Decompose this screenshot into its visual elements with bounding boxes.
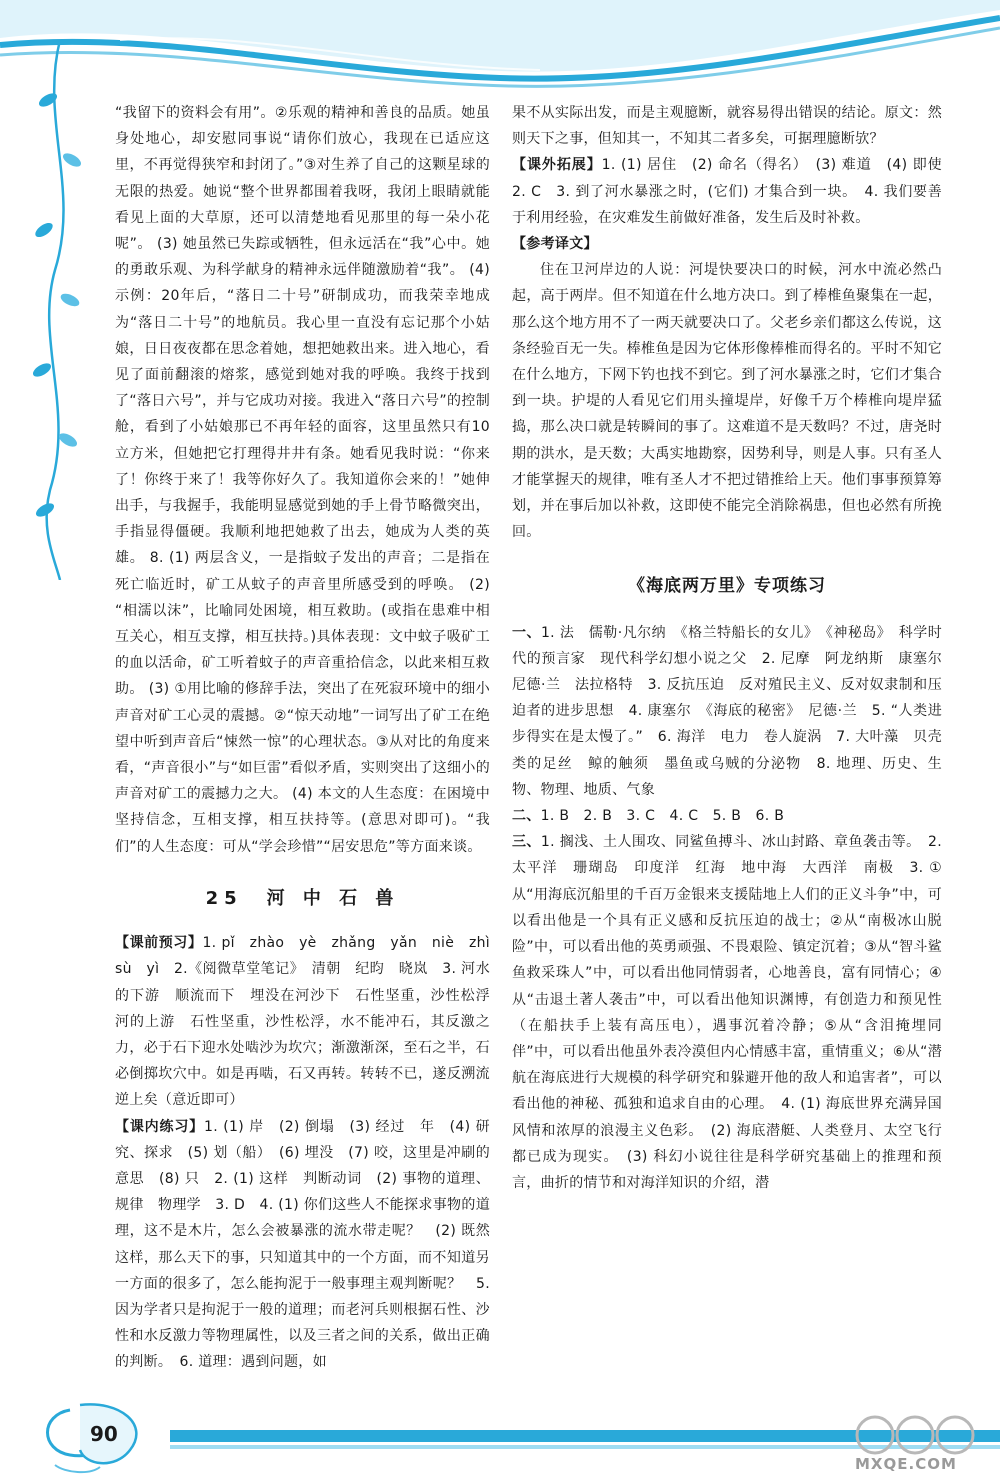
section-text: 1. (1) 岸 (2) 倒塌 (3) 经过 年 (4) 研究、探求 (5) 划（船） (6) 埋没 (7) 咬，这里是冲刷的意思 (8) 只 2. (1) 这样 判断动词 (2) 事物的道理、规律 物理学 3. D 4. (1) 你们这些人不能探求事物的道理，这不是木片，怎么会被暴涨的流水带走呢？ (2) 既然这样，那么天下的事，只知道其中的一个方面，而不知道另一方面的很多了，怎么能拘泥于一般事理主观判断呢？ 5. 因为学者只是拘泥于一般的道理；而老河兵则根据石性、沙性和水反激力等物理属性，以及三者之间的关系，做出正确的判断。 6. 道理：遇到问题，如: [115, 1118, 490, 1371]
translation-tag-line: [512, 231, 942, 257]
section-tag: 【课前预习】: [115, 935, 203, 952]
continued-answer: 果不从实际出发，而是主观臆断，就容易得出错误的结论。原文：然则天下之事，但知其一，不知其二者多矣，可据理臆断欤？: [512, 105, 942, 148]
special-item-2: [512, 803, 942, 829]
top-wave-decoration: [0, 0, 1000, 110]
special-practice-title: 《海底两万里》专项练习: [628, 576, 826, 597]
right-column: [512, 100, 957, 1196]
vine-decoration: [20, 40, 100, 580]
item-text: 1. B 2. B 3. C 4. C 5. B 6. B: [540, 808, 785, 825]
left-column: [115, 100, 505, 1376]
translation-text: 住在卫河岸边的人说：河堤快要决口的时候，河水中流必然凸起，高于两岸。但不知道在什么地方决口。到了棒椎鱼聚集在一起，那么这个地方用不了一两天就要决口了。父老乡亲们都这么传说，这条经验百无一失。棒椎鱼是因为它体形像棒椎而得名的。平时不知它在什么地方，下网下钓也找不到它。到了河水暴涨之时，它们才集合到一块。护堤的人看见它们用头撞堤岸，好像千万个棒椎向堤岸猛捣，那么决口就是转瞬间的事了。这难道不是天数吗？不过，唐尧时期的洪水，是天数；大禹实地勘察，因势利导，则是人事。只有圣人才能掌握天的规律，唯有圣人才不把过错推给上天。他们事事预算筹划，并在事后加以补救，这即使不能完全消除祸患，但也必然有所挽回。: [512, 262, 942, 541]
item-number: 二、: [512, 808, 541, 825]
watermark-url: MXQE.COM: [855, 1455, 957, 1473]
special-item-1: [512, 620, 957, 803]
section-tag: 【课内练习】: [115, 1118, 205, 1135]
item-number: 一、: [512, 624, 541, 641]
section-text: 1. pǐ zhào yè zhǎng yǎn niè zhì sù yì 2.《阅微草堂笔记》 清朝 纪昀 晓岚 3. 河水的下游 顺流而下 埋没在河沙下 石性坚重，沙性松浮 河的上游 石性坚重，沙性松浮，水不能冲石，其反激之力，必于石下迎水处啮沙为坎穴；渐激渐深，至石之半，石必倒掷坎穴中。如是再啮，石又再转。转转不已，遂反溯流逆上矣（意近即可）: [115, 935, 505, 1109]
special-item-3: [512, 829, 942, 1196]
answer-paragraph: “我留下的资料会有用”。②乐观的精神和善良的品质。她虽身处地心，却安慰同事说“请你们放心，我现在已适应这里，不再觉得狭窄和封闭了。”③对生养了自己的这颗星球的无限的热爱。她说“整个世界都围着我呀，我闭上眼睛就能看见上面的大草原，还可以清楚地看见那里的每一朵小花呢”。 (3) 她虽然已失踪或牺牲，但永远活在“我”心中。她的勇敢乐观、为科学献身的精神永远伴随激励着“我”。 (4) 示例：20年后，“落日二十号”研制成功，而我荣幸地成为“落日二十号”的地航员。我心里一直没有忘记那个小姑娘，日日夜夜都在思念着她，想把她救出来。进入地心，看见了面前翻滚的熔浆，感觉到她对我的呼唤。我终于找到了“落日六号”，并与它成功对接。我进入“落日六号”的控制舱，看到了小姑娘那已不再年轻的面容，这里虽然只有10立方米，但她把它打理得井井有条。她看见我时说：“你来了！你终于来了！我等你好久了。我知道你会来的！”她伸出手，与我握手，我能明显感觉到她的手上骨节略微突出，手指显得僵硬。我顺利地把她救了出去，她成为人类的英雄。 8. (1) 两层含义，一是指蚊子发出的声音；二是指在死亡临近时，矿工从蚊子的声音里所感受到的呼唤。 (2) “相濡以沫”，比喻同处困境，相互救助。(或指在患难中相互关心，相互支撑，相互扶持。)具体表现：文中蚊子吸矿工的血以活命，矿工听着蚊子的声音重拾信念，以此来相互救助。 (3) ①用比喻的修辞手法，突出了在死寂环境中的细小声音对矿工心灵的震撼。②“惊天动地”一词写出了矿工在绝望中听到声音后“悚然一惊”的心理状态。③从对比的角度来看，“声音很小”与“如巨雷”看似矛盾，实则突出了这细小的声音对矿工的震撼力之大。 (4) 本文的人生态度：在困境中坚持信念，互相支撑，相互扶持等。(意思对即可)。“我们”的人生态度：可从“学会珍惜”“居安思危”等方面来谈。: [115, 105, 490, 855]
in-class-section: [115, 1114, 490, 1376]
extension-section: [512, 152, 957, 231]
preview-section: [115, 930, 505, 1113]
item-text: 1. 搁浅、土人围攻、同鲨鱼搏斗、冰山封路、章鱼袭击等。 2. 太平洋 珊瑚岛 印度洋 红海 地中海 大西洋 南极 3. ①从“用海底沉船里的千百万金银来支援陆地上人们的正义斗争”中，可以看出他是一个具有正义感和反抗压迫的战士；②从“南极冰山脱险”中，可以看出他的英勇顽强、不畏艰险、镇定沉着；③从“智斗鲨鱼救采珠人”中，可以看出他同情弱者，心地善良，富有同情心；④从“击退土著人袭击”中，可以看出他知识渊博，有创造力和预见性（在船扶手上装有高压电），遇事沉着冷静；⑤从“含泪掩埋同伴”中，可以看出他虽外表冷漠但内心情感丰富，重情重义；⑥从“潜航在海底进行大规模的科学研究和躲避开他的敌人和追害者”，可以看出他的神秘、孤独和追求自由的心理。 4. (1) 海底世界充满异国风情和浓厚的浪漫主义色彩。 (2) 海底潜艇、人类登月、太空飞行都已成为现实。 (3) 科幻小说往往是科学研究基础上的推理和预言，曲折的情节和对海洋知识的介绍，潜: [512, 834, 942, 1191]
section-tag: 【课外拓展】: [512, 157, 602, 174]
section-text: 1. (1) 居住 (2) 命名（得名） (3) 难道 (4) 即使 2. C 3. 到了河水暴涨之时，(它们) 才集合到一块。 4. 我们要善于利用经验，在灾难发生前做好准备，发生后及时补救。: [512, 157, 957, 226]
lesson-title: 25 河 中 石 兽: [205, 887, 400, 909]
item-text: 1. 法 儒勒·凡尔纳 《格兰特船长的女儿》 《神秘岛》 科学时代的预言家 现代科学幻想小说之父 2. 尼摩 阿龙纳斯 康塞尔 尼德·兰 法拉格特 3. 反抗压迫 反对殖民主义、反对奴隶制和压迫者的进步思想 4. 康塞尔 《海底的秘密》 尼德·兰 5. “人类进步得实在是太慢了。” 6. 海洋 电力 卷人旋涡 7. 大叶藻 贝壳类的足丝 鲸的触须 墨鱼或乌贼的分泌物 8. 地理、历史、生物、物理、地质、气象: [512, 624, 957, 798]
page-number: 90: [90, 1422, 118, 1446]
item-number: 三、: [512, 834, 541, 851]
section-tag: 【参考译文】: [512, 236, 598, 253]
